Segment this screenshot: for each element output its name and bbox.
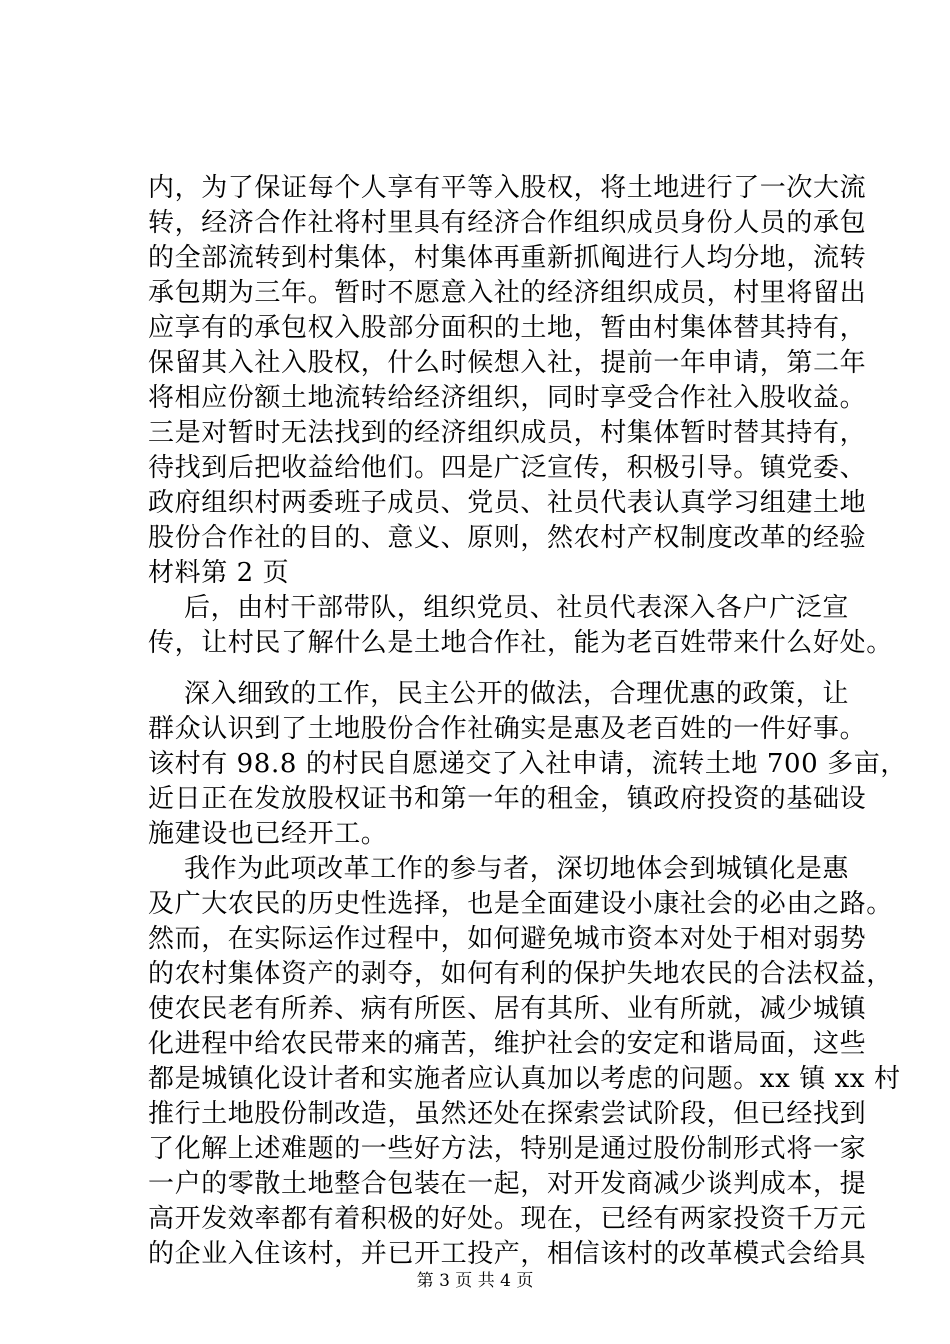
text-line: 材料第 2 页 [148,558,290,588]
text-line: 推行土地股份制改造，虽然还处在探索尝试阶段，但已经找到 [148,1099,867,1129]
text-line: 三是对暂时无法找到的经济组织成员，村集体暂时替其持有， [148,418,867,448]
text-line: 将相应份额土地流转给经济组织，同时享受合作社入股收益。 [148,383,867,413]
text-line: 使农民老有所养、病有所医、居有其所、业有所就，减少城镇 [148,994,867,1024]
text-line: 的全部流转到村集体，村集体再重新抓阄进行人均分地，流转 [148,243,867,273]
text-line: 都是城镇化设计者和实施者应认真加以考虑的问题。xx 镇 xx 村 [148,1064,901,1094]
text-line: 的企业入住该村，并已开工投产，相信该村的改革模式会给具 [148,1239,867,1269]
paragraph-2 [148,591,893,661]
text-line: 股份合作社的目的、意义、原则，然农村产权制度改革的经验 [148,523,867,553]
text-line: 一户的零散土地整合包装在一起，对开发商减少谈判成本，提 [148,1169,867,1199]
text-line: 保留其入社入股权，什么时候想入社，提前一年申请，第二年 [148,348,867,378]
text-line: 承包期为三年。暂时不愿意入社的经济组织成员，村里将留出 [148,278,867,308]
text-line: 政府组织村两委班子成员、党员、社员代表认真学习组建土地 [148,488,867,518]
text-line: 我作为此项改革工作的参与者，深切地体会到城镇化是惠 [184,854,850,884]
text-line: 群众认识到了土地股份合作社确实是惠及老百姓的一件好事。 [148,714,867,744]
text-line: 转，经济合作社将村里具有经济合作组织成员身份人员的承包 [148,208,867,238]
text-line: 深入细致的工作，民主公开的做法，合理优惠的政策，让 [184,679,850,709]
paragraph-4 [148,852,901,1272]
page-footer [0,1270,950,1292]
text-line: 化进程中给农民带来的痛苦，维护社会的安定和谐局面，这些 [148,1029,867,1059]
text-line: 内，为了保证每个人享有平等入股权，将土地进行了一次大流 [148,173,867,203]
paragraph-gap [148,661,838,677]
text-line: 该村有 98.8 的村民自愿递交了入社申请，流转土地 700 多亩， [148,749,907,779]
text-line: 近日正在发放股权证书和第一年的租金，镇政府投资的基础设 [148,784,867,814]
text-line: 的农村集体资产的剥夺，如何有利的保护失地农民的合法权益， [148,959,893,989]
text-line: 然而，在实际运作过程中，如何避免城市资本对处于相对弱势 [148,924,867,954]
text-line: 后，由村干部带队，组织党员、社员代表深入各户广泛宣 [184,593,850,623]
text-line: 传，让村民了解什么是土地合作社，能为老百姓带来什么好处。 [148,628,893,658]
document-body [148,171,907,1272]
text-line: 及广大农民的历史性选择，也是全面建设小康社会的必由之路。 [148,889,893,919]
text-line: 施建设也已经开工。 [148,819,388,849]
paragraph-3 [148,677,907,852]
page-number: 第 3 页 共 4 页 [416,1271,534,1291]
text-line: 了化解上述难题的一些好方法，特别是通过股份制形式将一家 [148,1134,867,1164]
text-line: 应享有的承包权入股部分面积的土地，暂由村集体替其持有， [148,313,867,343]
text-line: 高开发效率都有着积极的好处。现在，已经有两家投资千万元 [148,1204,867,1234]
paragraph-1 [148,171,867,591]
text-line: 待找到后把收益给他们。四是广泛宣传，积极引导。镇党委、 [148,453,867,483]
